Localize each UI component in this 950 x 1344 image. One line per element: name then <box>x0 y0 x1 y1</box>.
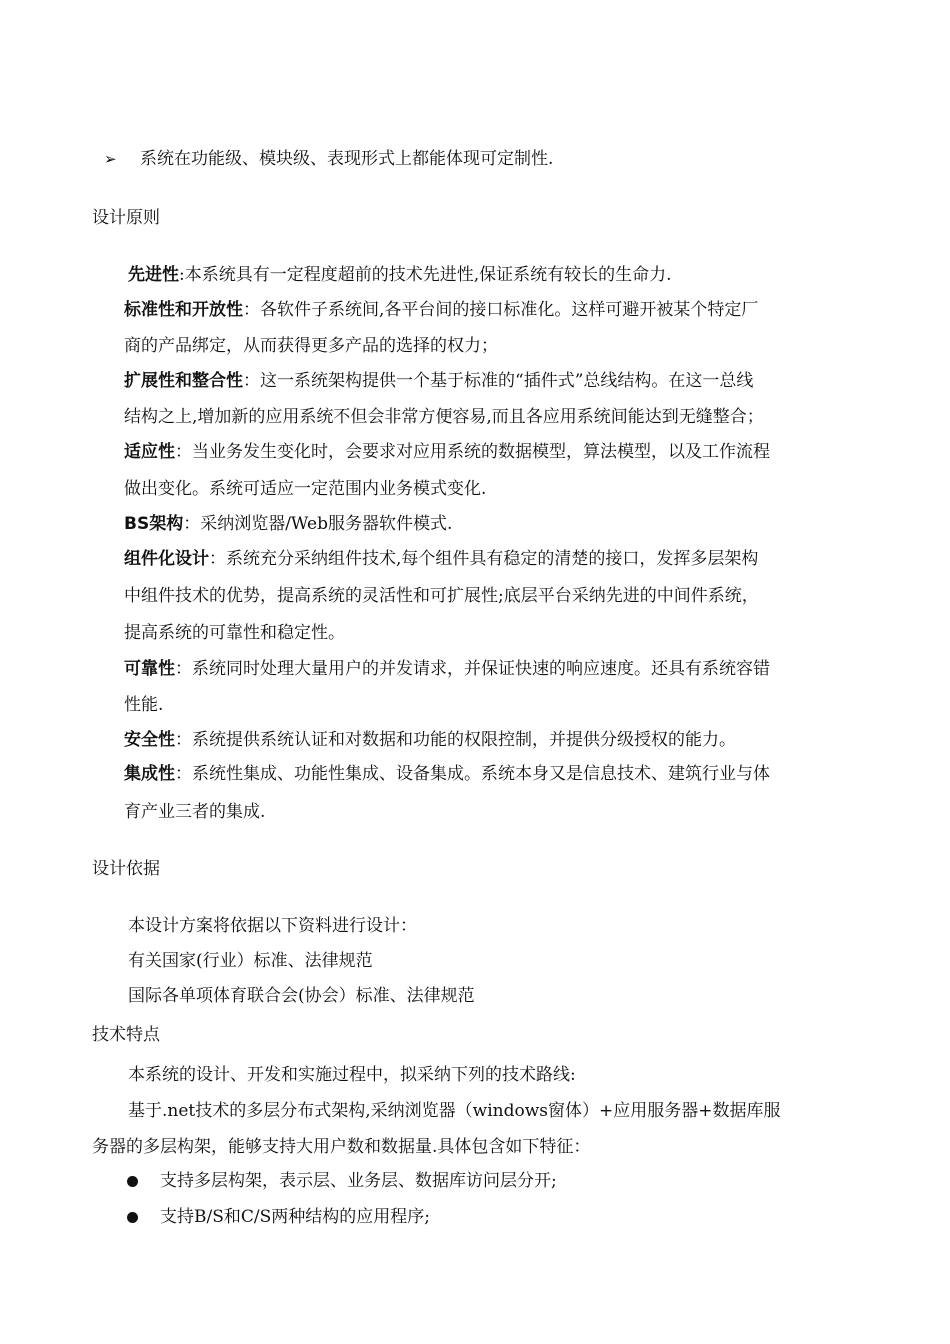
principle-sep: ： <box>175 442 192 462</box>
design-basis-line: 国际各单项体育联合会(协会）标准、法律规范 <box>128 986 475 1006</box>
principle-text: 本系统具有一定程度超前的技术先进性,保证系统有较长的生命力. <box>184 265 672 285</box>
principle-item <box>124 513 452 535</box>
tech-bullet-item: 支持B/S和C/S两种结构的应用程序; <box>160 1207 430 1227</box>
principle-text-cont: 结构之上,增加新的应用系统不但会非常方便容易,而且各应用系统间能达到无缝整合； <box>124 407 764 427</box>
principle-text: 系统性集成、功能性集成、设备集成。系统本身又是信息技术、建筑行业与体 <box>192 764 770 784</box>
principle-text: 系统充分采纳组件技术,每个组件具有稳定的清楚的接口，发挥多层架构 <box>226 549 759 569</box>
principle-text: 当业务发生变化时，会要求对应用系统的数据模型，算法模型，以及工作流程 <box>192 442 770 462</box>
principle-item <box>124 548 758 570</box>
principle-sep: ： <box>175 659 192 679</box>
principle-text-cont: 性能. <box>124 695 164 715</box>
principle-label: 安全性 <box>124 730 175 750</box>
principle-text: 采纳浏览器/Web服务器软件模式. <box>200 514 453 534</box>
principle-label: 先进性 <box>128 265 179 285</box>
principle-text-cont: 做出变化。系统可适应一定范围内业务模式变化. <box>124 479 487 499</box>
design-basis-line: 本设计方案将依据以下资料进行设计： <box>128 916 417 936</box>
tech-bullet-item: 支持多层构架，表示层、业务层、数据库访问层分开; <box>160 1171 557 1191</box>
principle-text: 系统提供系统认证和对数据和功能的权限控制，并提供分级授权的能力。 <box>192 730 736 750</box>
principle-text: 各软件子系统间,各平台间的接口标准化。这样可避开被某个特定厂 <box>260 300 759 320</box>
bullet-item-text: 系统在功能级、模块级、表现形式上都能体现可定制性. <box>140 149 554 169</box>
principle-label: BS架构 <box>124 514 184 534</box>
principle-sep: : <box>179 265 185 285</box>
bullet-dot-icon <box>127 1212 138 1223</box>
principle-text-cont: 提高系统的可靠性和稳定性。 <box>124 623 345 643</box>
principle-sep: ： <box>209 549 226 569</box>
tech-intro: 本系统的设计、开发和实施过程中，拟采纳下列的技术路线: <box>128 1065 576 1085</box>
principle-item <box>124 729 736 751</box>
arrow-bullet-icon: ➢ <box>104 150 117 168</box>
section-heading-tech-features: 技术特点 <box>92 1025 160 1045</box>
principle-sep: ： <box>243 371 260 391</box>
principle-sep: ： <box>243 300 260 320</box>
principle-text-cont: 育产业三者的集成. <box>124 802 266 822</box>
tech-para-line: 基于.net技术的多层分布式架构,采纳浏览器（windows窗体）+应用服务器+数据库服 <box>128 1101 781 1121</box>
principle-label: 适应性 <box>124 442 175 462</box>
principle-sep: ： <box>183 514 201 534</box>
principle-sep: ： <box>175 730 192 750</box>
principle-item <box>124 441 770 463</box>
section-heading-design-principles: 设计原则 <box>92 208 160 228</box>
principle-text-cont: 商的产品绑定，从而获得更多产品的选择的权力； <box>124 336 498 356</box>
principle-label: 集成性 <box>124 764 175 784</box>
principle-text: 系统同时处理大量用户的并发请求，并保证快速的响应速度。还具有系统容错 <box>192 659 770 679</box>
principle-text-cont: 中组件技术的优势，提高系统的灵活性和可扩展性;底层平台采纳先进的中间件系统， <box>124 586 759 606</box>
bullet-dot-icon <box>127 1176 138 1187</box>
tech-para-line: 务器的多层构架，能够支持大用户数和数据量.具体包含如下特征： <box>92 1137 591 1157</box>
section-heading-design-basis: 设计依据 <box>92 859 160 879</box>
principle-item <box>124 763 770 785</box>
principle-text: 这一系统架构提供一个基于标准的“插件式”总线结构。在这一总线 <box>260 371 754 391</box>
principle-item <box>124 658 770 680</box>
principle-item <box>124 299 758 321</box>
principle-label: 扩展性和整合性 <box>124 371 243 391</box>
principle-label: 标准性和开放性 <box>124 300 243 320</box>
principle-sep: ： <box>175 764 192 784</box>
principle-item <box>128 264 672 286</box>
principle-label: 组件化设计 <box>124 549 209 569</box>
design-basis-line: 有关国家(行业）标准、法律规范 <box>128 951 373 971</box>
principle-item <box>124 370 753 392</box>
principle-label: 可靠性 <box>124 659 175 679</box>
